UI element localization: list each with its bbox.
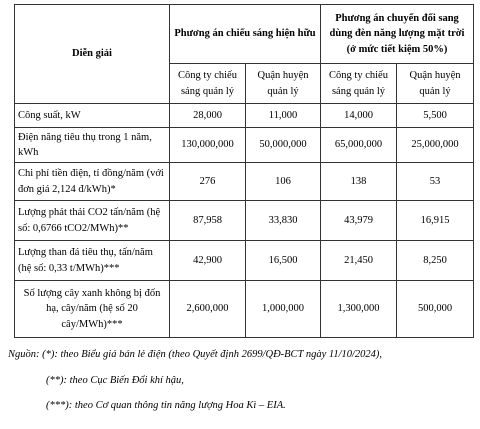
cell-value: 1,000,000	[246, 281, 321, 338]
cell-value: 2,600,000	[170, 281, 246, 338]
cell-value: 1,300,000	[321, 281, 397, 338]
cell-value: 11,000	[246, 104, 321, 128]
table-row	[15, 163, 474, 201]
cell-value: 500,000	[397, 281, 474, 338]
cell-value: 5,500	[397, 104, 474, 128]
header-dien-giai: Diễn giải	[15, 5, 170, 104]
cell-value: 50,000,000	[246, 128, 321, 163]
cell-value: 21,450	[321, 241, 397, 281]
row-label: Lượng phát thải CO2 tấn/năm (hệ số: 0,6766 tCO2/MWh)**	[15, 201, 170, 241]
table-row	[15, 128, 474, 163]
table-row	[15, 241, 474, 281]
cell-value: 53	[397, 163, 474, 201]
cell-value: 33,830	[246, 201, 321, 241]
header-group-solar: Phương án chuyển đổi sang dùng đèn năng lượng mặt trời (ở mức tiết kiệm 50%)	[321, 5, 474, 64]
subheader-district-2: Quận huyện quản lý	[397, 64, 474, 104]
row-label: Số lượng cây xanh không bị đốn hạ, cây/năm (hệ số 20 cây/MWh)***	[15, 281, 170, 338]
subheader-district-1: Quận huyện quản lý	[246, 64, 321, 104]
source-notes	[8, 348, 474, 413]
cell-value: 42,900	[170, 241, 246, 281]
cell-value: 28,000	[170, 104, 246, 128]
row-label: Công suất, kW	[15, 104, 170, 128]
cell-value: 14,000	[321, 104, 397, 128]
table-row	[15, 201, 474, 241]
subheader-company-2: Công ty chiếu sáng quản lý	[321, 64, 397, 104]
cell-value: 43,979	[321, 201, 397, 241]
row-label: Lượng than đá tiêu thụ, tấn/năm (hệ số: 0,33 t/MWh)***	[15, 241, 170, 281]
cell-value: 25,000,000	[397, 128, 474, 163]
source-note-2: (**): theo Cục Biến Đổi khí hậu,	[46, 374, 184, 386]
cell-value: 8,250	[397, 241, 474, 281]
comparison-table	[14, 4, 474, 338]
cell-value: 138	[321, 163, 397, 201]
cell-value: 130,000,000	[170, 128, 246, 163]
cell-value: 106	[246, 163, 321, 201]
cell-value: 16,915	[397, 201, 474, 241]
cell-value: 16,500	[246, 241, 321, 281]
table-row	[15, 104, 474, 128]
cell-value: 276	[170, 163, 246, 201]
header-group-existing: Phương án chiếu sáng hiện hữu	[170, 5, 321, 64]
row-label: Điện năng tiêu thụ trong 1 năm, kWh	[15, 128, 170, 163]
source-note-1: Nguồn: (*): theo Biểu giá bán lẻ điện (theo Quyết định 2699/QĐ-BCT ngày 11/10/2024),	[8, 349, 383, 360]
table-row	[15, 281, 474, 338]
row-label: Chi phí tiền điện, tỉ đồng/năm (với đơn giá 2,124 đ/kWh)*	[15, 163, 170, 201]
cell-value: 87,958	[170, 201, 246, 241]
header-row-1	[15, 5, 474, 64]
source-note-3: (***): theo Cơ quan thông tin năng lượng Hoa Kì – EIA.	[46, 400, 286, 412]
cell-value: 65,000,000	[321, 128, 397, 163]
subheader-company-1: Công ty chiếu sáng quản lý	[170, 64, 246, 104]
